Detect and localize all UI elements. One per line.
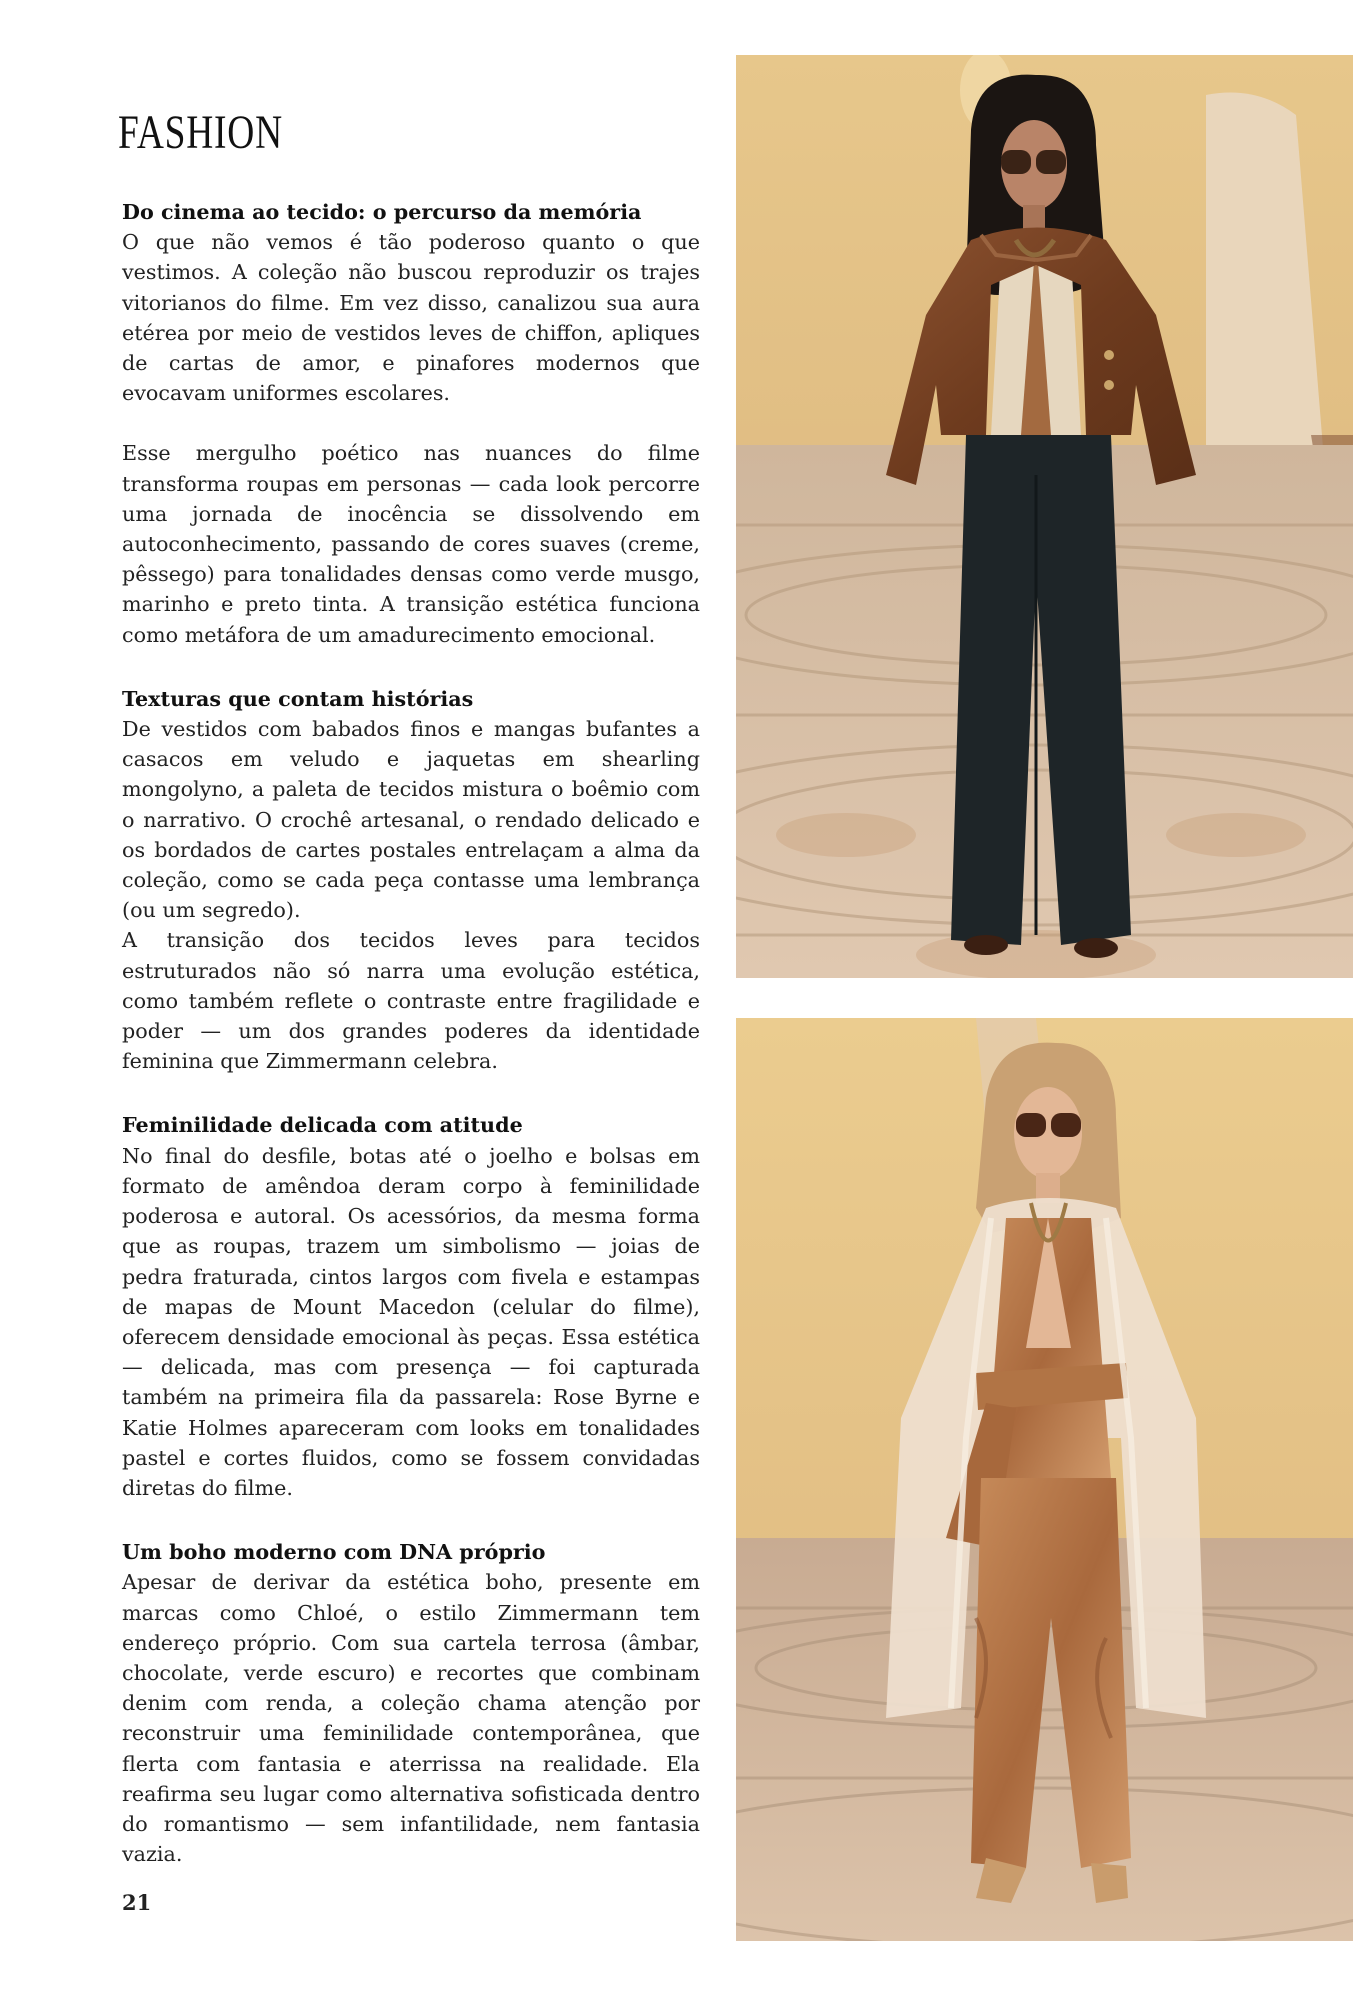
article-section [122, 1537, 700, 1869]
section-heading: Um boho moderno com DNA próprio [122, 1540, 546, 1565]
runway-photo-1-illustration [736, 55, 1353, 978]
runway-photo-2-illustration [736, 1018, 1353, 1941]
runway-photo-leather-jacket [736, 55, 1353, 978]
article-section [122, 684, 700, 1077]
article-body [122, 197, 700, 1869]
page-number: 21 [122, 1890, 152, 1915]
runway-photo-satin-lace [736, 1018, 1353, 1941]
paragraph: No final do desfile, botas até o joelho e bolsas em formato de amêndoa deram corpo à feminilidade poderosa e autoral. Os acessórios, da mesma forma que as roupas, trazem um simbolismo — joias de pedra fraturada, cintos largos com fivela e estampas de mapas de Mount Macedon (celular do filme), oferecem densidade emocional às peças. Essa estética — delicada, mas com presença — foi capturada também na primeira fila da passarela: Rose Byrne e Katie Holmes apareceram com looks em tonalidades pastel e cortes fluidos, como se fossem convidadas diretas do filme. [122, 1143, 700, 1500]
paragraph: De vestidos com babados finos e mangas bufantes a casacos em veludo e jaquetas em shearling mongolyno, a paleta de tecidos mistura o boêmio com o narrativo. O crochê artesanal, o rendado delicado e os bordados de cartes postales entrelaçam a alma da coleção, como se cada peça contasse uma lembrança (ou um segredo). [122, 717, 700, 923]
article-section [122, 1110, 700, 1503]
paragraph: Esse mergulho poético nas nuances do filme transforma roupas em personas — cada look percorre uma jornada de inocência se dissolvendo em autoconhecimento, passando de cores suaves (creme, pêssego) para tonalidades densas como verde musgo, marinho e preto tinta. A transição estética funciona como metáfora de um amadurecimento emocional. [122, 441, 700, 647]
section-heading: Do cinema ao tecido: o percurso da memória [122, 200, 642, 224]
paragraph: Apesar de derivar da estética boho, presente em marcas como Chloé, o estilo Zimmermann tem endereço próprio. Com sua cartela terrosa (âmbar, chocolate, verde escuro) e recortes que combinam denim com renda, a coleção chama atenção por reconstruir uma feminilidade contemporânea, que flerta com fantasia e aterrissa na realidade. Ela reafirma seu lugar como alternativa sofisticada dentro do romantismo — sem infantilidade, nem fantasia vazia. [122, 1570, 700, 1867]
paragraph: A transição dos tecidos leves para tecidos estruturados não só narra uma evolução estética, como também reflete o contraste entre fragilidade e poder — um dos grandes poderes da identidade feminina que Zimmermann celebra. [122, 928, 700, 1074]
section-label: FASHION [118, 106, 283, 159]
article-section [122, 197, 700, 650]
section-heading: Texturas que contam histórias [122, 686, 474, 711]
paragraph: O que não vemos é tão poderoso quanto o que vestimos. A coleção não buscou reproduzir os trajes vitorianos do filme. Em vez disso, canalizou sua aura etérea por meio de vestidos leves de chiffon, apliques de cartas de amor, e pinafores modernos que evocavam uniformes escolares. [122, 230, 700, 406]
section-heading: Feminilidade delicada com atitude [122, 1113, 523, 1138]
